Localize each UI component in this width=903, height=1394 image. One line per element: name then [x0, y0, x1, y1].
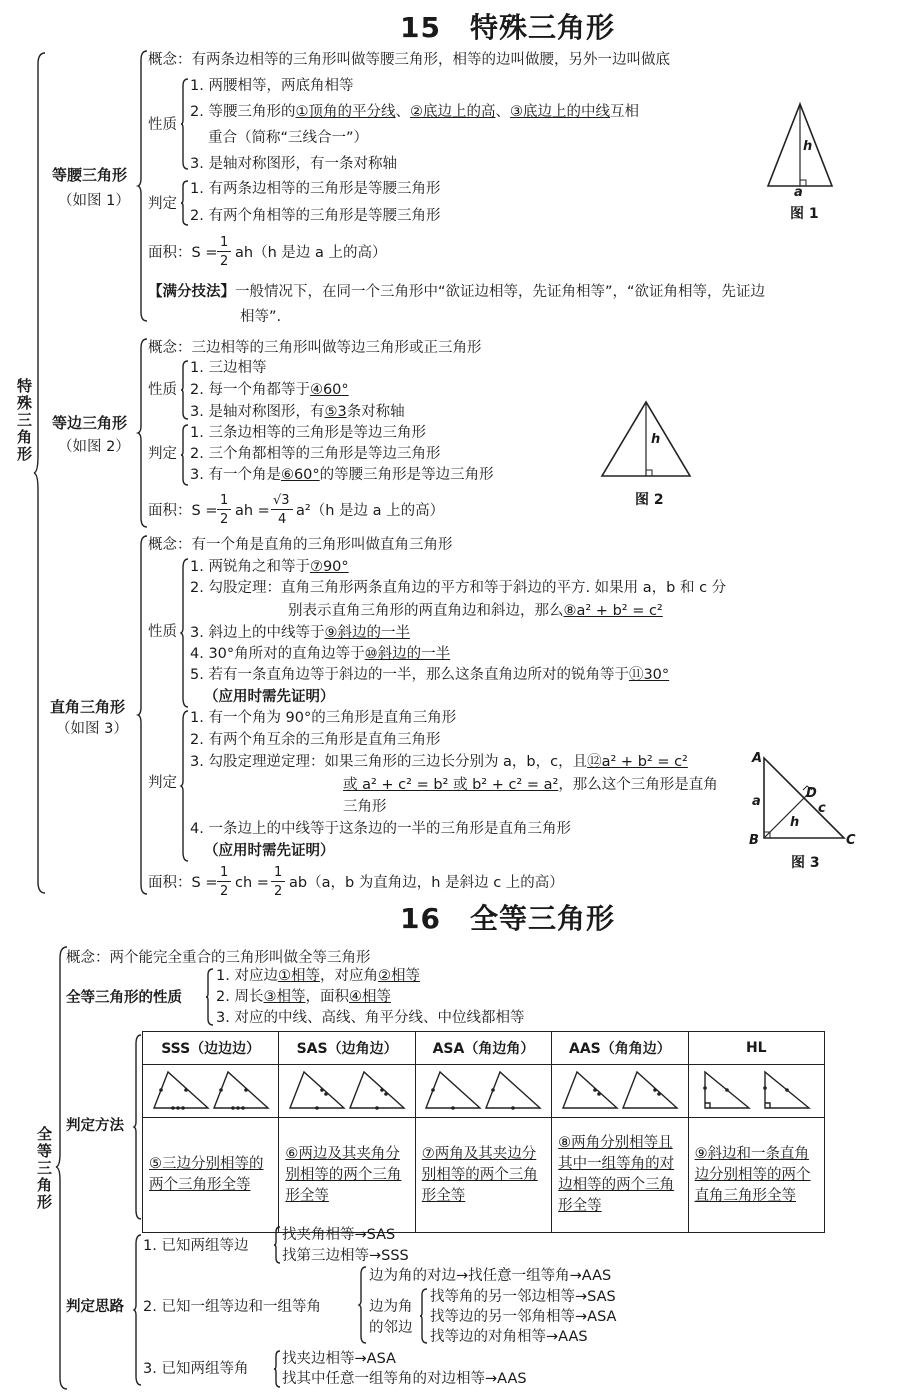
- judge-idea-2b3: 找等边的对角相等→AAS: [430, 1329, 588, 1345]
- figure-3-label-D: D: [806, 786, 817, 801]
- section-16-side-label: 全等三角形: [35, 1126, 53, 1211]
- section-15-side-label: 特殊三角形: [15, 378, 33, 463]
- right-triangle-prop-1: 1. 两锐角之和等于⑦90°: [190, 559, 349, 575]
- equilateral-prop-label: 性质: [148, 382, 177, 398]
- figure-2-equilateral-triangle: [598, 398, 694, 480]
- right-triangle-judge-3-cont2: 三角形: [343, 799, 387, 815]
- table-figure-sas: [279, 1065, 415, 1118]
- figure-3-label-B: B: [749, 833, 759, 848]
- equilateral-prop-3: 3. 是轴对称图形，有⑤3条对称轴: [190, 404, 405, 420]
- figure-1-a-label: a: [794, 185, 803, 200]
- right-triangle-concept: 概念：有一个角是直角的三角形叫做直角三角形: [148, 537, 453, 553]
- judge-idea-label: 判定思路: [66, 1299, 124, 1315]
- congruent-prop-3: 3. 对应的中线、高线、角平分线、中位线都相等: [216, 1010, 525, 1026]
- equilateral-concept: 概念：三边相等的三角形叫做等边三角形或正三角形: [148, 340, 482, 356]
- equilateral-brace: [138, 338, 148, 528]
- right-triangle-prop-3: 3. 斜边上的中线等于⑨斜边的一半: [190, 625, 410, 641]
- judge-idea-2b-brace: [420, 1288, 428, 1344]
- isosceles-prop-2-cont: 重合（简称“三线合一”）: [208, 130, 369, 146]
- figure-1-h-label: h: [803, 139, 813, 154]
- right-triangle-judge-brace: [181, 710, 189, 862]
- judge-idea-1a: 找夹角相等→SAS: [282, 1227, 396, 1243]
- right-triangle-prop-5-note: （应用时需先证明）: [204, 689, 335, 705]
- right-triangle-judge-3-cont: 或 a² + c² = b² 或 b² + c² = a²，那么这个三角形是直角: [343, 777, 718, 793]
- judge-idea-2a: 边为角的对边→找任意一组等角→AAS: [369, 1268, 612, 1284]
- table-header-sas: SAS（边角边）: [279, 1032, 415, 1065]
- judge-idea-3b: 找其中任意一组等角的对边相等→AAS: [282, 1371, 527, 1387]
- right-triangle-judge-label: 判定: [148, 775, 177, 791]
- right-triangle-brace: [138, 535, 148, 895]
- figure-3-label-C: C: [846, 833, 856, 848]
- table-header-hl: HL: [688, 1032, 824, 1065]
- right-triangle-judge-1: 1. 有一个角为 90°的三角形是直角三角形: [190, 710, 457, 726]
- equilateral-judge-brace: [181, 424, 189, 486]
- section-16-title: 16 全等三角形: [400, 902, 615, 935]
- judge-idea-2b2: 找等边的另一邻角相等→ASA: [430, 1309, 617, 1325]
- right-triangle-prop-2: 2. 勾股定理：直角三角形两条直角边的平方和等于斜边的平方. 如果用 a，b 和 c 分: [190, 580, 727, 596]
- figure-3-right-triangle: [752, 752, 858, 848]
- congruent-prop-1: 1. 对应边①相等，对应角②相等: [216, 968, 420, 984]
- right-triangle-prop-4: 4. 30°角所对的直角边等于⑩斜边的一半: [190, 646, 451, 662]
- table-figure-asa: [415, 1065, 551, 1118]
- right-triangle-judge-2: 2. 有两个角互余的三角形是直角三角形: [190, 732, 441, 748]
- congruent-prop-brace: [206, 968, 214, 1026]
- table-figure-aas: [552, 1065, 688, 1118]
- isosceles-brace: [138, 50, 148, 322]
- isosceles-judge-brace: [181, 180, 189, 226]
- table-figure-hl: [688, 1065, 824, 1118]
- judge-method-brace: [134, 1034, 142, 1220]
- table-figure-sss: [143, 1065, 279, 1118]
- judge-idea-1b: 找第三边相等→SSS: [282, 1248, 409, 1264]
- judge-idea-2b-label1: 边为角: [369, 1299, 413, 1315]
- section-15-outer-brace: [34, 52, 46, 894]
- right-triangle-prop-5: 5. 若有一条直角边等于斜边的一半，那么这条直角边所对的锐角等于⑪30°: [190, 667, 670, 683]
- congruent-concept: 概念：两个能完全重合的三角形叫做全等三角形: [66, 950, 371, 966]
- right-triangle-prop-brace: [181, 558, 189, 708]
- equilateral-fig-ref: （如图 2）: [58, 439, 130, 455]
- isosceles-tip-cont: 相等”.: [240, 309, 282, 325]
- judge-idea-3: 3. 已知两组等角: [143, 1361, 249, 1377]
- right-triangle-heading: 直角三角形: [50, 698, 126, 716]
- isosceles-concept: 概念：有两条边相等的三角形叫做等腰三角形，相等的边叫做腰，另外一边叫做底: [148, 52, 670, 68]
- equilateral-judge-3: 3. 有一个角是⑥60°的等腰三角形是等边三角形: [190, 467, 494, 483]
- figure-3-label-h: h: [790, 815, 800, 830]
- table-cell-sas: ⑥两边及其夹角分别相等的两个三角形全等: [279, 1118, 415, 1233]
- section-15-title: 15 特殊三角形: [400, 11, 615, 44]
- table-header-aas: AAS（角角边）: [552, 1032, 688, 1065]
- judge-idea-2b-label2: 的邻边: [369, 1320, 413, 1336]
- isosceles-prop-brace: [181, 78, 189, 170]
- judge-idea-3-brace: [274, 1350, 281, 1388]
- isosceles-prop-1: 1. 两腰相等，两底角相等: [190, 78, 354, 94]
- right-triangle-judge-4-note: （应用时需先证明）: [204, 843, 335, 859]
- equilateral-prop-brace: [181, 360, 189, 420]
- figure-3-caption: 图 3: [791, 855, 820, 871]
- judge-idea-2-brace: [359, 1266, 367, 1344]
- equilateral-prop-2: 2. 每一个角都等于④60°: [190, 382, 349, 398]
- congruent-prop-label: 全等三角形的性质: [66, 990, 182, 1006]
- table-header-asa: ASA（角边角）: [415, 1032, 551, 1065]
- judge-idea-2: 2. 已知一组等边和一组等角: [143, 1299, 321, 1315]
- isosceles-judge-1: 1. 有两条边相等的三角形是等腰三角形: [190, 181, 441, 197]
- equilateral-judge-1: 1. 三条边相等的三角形是等边三角形: [190, 425, 426, 441]
- isosceles-judge-label: 判定: [148, 196, 177, 212]
- section-16-outer-brace: [56, 946, 68, 1390]
- figure-1-caption: 图 1: [790, 206, 819, 222]
- judge-method-label: 判定方法: [66, 1118, 124, 1134]
- right-triangle-judge-3: 3. 勾股定理逆定理：如果三角形的三边长分别为 a，b，c，且⑫a² + b² = c²: [190, 754, 688, 770]
- table-header-sss: SSS（边边边）: [143, 1032, 279, 1065]
- congruent-prop-2: 2. 周长③相等，面积④相等: [216, 989, 391, 1005]
- equilateral-judge-label: 判定: [148, 446, 177, 462]
- table-cell-aas: ⑧两角分别相等且其中一组等角的对边相等的两个三角形全等: [552, 1118, 688, 1233]
- figure-3-label-A: A: [752, 751, 763, 766]
- isosceles-prop-3: 3. 是轴对称图形，有一条对称轴: [190, 156, 397, 172]
- isosceles-fig-ref: （如图 1）: [58, 193, 130, 209]
- figure-3-label-a: a: [752, 794, 761, 809]
- right-triangle-fig-ref: （如图 3）: [56, 721, 128, 737]
- isosceles-heading: 等腰三角形: [52, 166, 128, 184]
- isosceles-tip: 【满分技法】一般情况下，在同一个三角形中“欲证边相等，先证角相等”，“欲证角相等，先证边: [148, 284, 766, 300]
- figure-2-h-label: h: [651, 432, 661, 447]
- isosceles-prop-2: 2. 等腰三角形的①顶角的平分线、②底边上的高、③底边上的中线互相: [190, 104, 639, 120]
- judge-idea-brace: [134, 1234, 142, 1386]
- judge-idea-2b1: 找等角的另一邻边相等→SAS: [430, 1289, 616, 1305]
- figure-1-isosceles-triangle: [760, 100, 840, 196]
- isosceles-judge-2: 2. 有两个角相等的三角形是等腰三角形: [190, 208, 441, 224]
- isosceles-prop-label: 性质: [148, 117, 177, 133]
- figure-3-label-c: c: [818, 801, 826, 816]
- right-triangle-prop-2-cont: 别表示直角三角形的两直角边和斜边，那么⑧a² + b² = c²: [288, 603, 663, 619]
- table-cell-sss: ⑤三边分别相等的两个三角形全等: [143, 1118, 279, 1233]
- judge-idea-1-brace: [274, 1226, 281, 1264]
- judge-method-table: [142, 1031, 825, 1233]
- equilateral-prop-1: 1. 三边相等: [190, 360, 267, 376]
- equilateral-heading: 等边三角形: [52, 414, 128, 432]
- right-triangle-prop-label: 性质: [148, 624, 177, 640]
- table-cell-asa: ⑦两角及其夹边分别相等的两个三角形全等: [415, 1118, 551, 1233]
- judge-idea-1: 1. 已知两组等边: [143, 1238, 249, 1254]
- equilateral-judge-2: 2. 三个角都相等的三角形是等边三角形: [190, 446, 441, 462]
- judge-idea-3a: 找夹边相等→ASA: [282, 1351, 396, 1367]
- right-triangle-judge-4: 4. 一条边上的中线等于这条边的一半的三角形是直角三角形: [190, 821, 571, 837]
- table-cell-hl: ⑨斜边和一条直角边分别相等的两个直角三角形全等: [688, 1118, 824, 1233]
- figure-2-caption: 图 2: [635, 492, 664, 508]
